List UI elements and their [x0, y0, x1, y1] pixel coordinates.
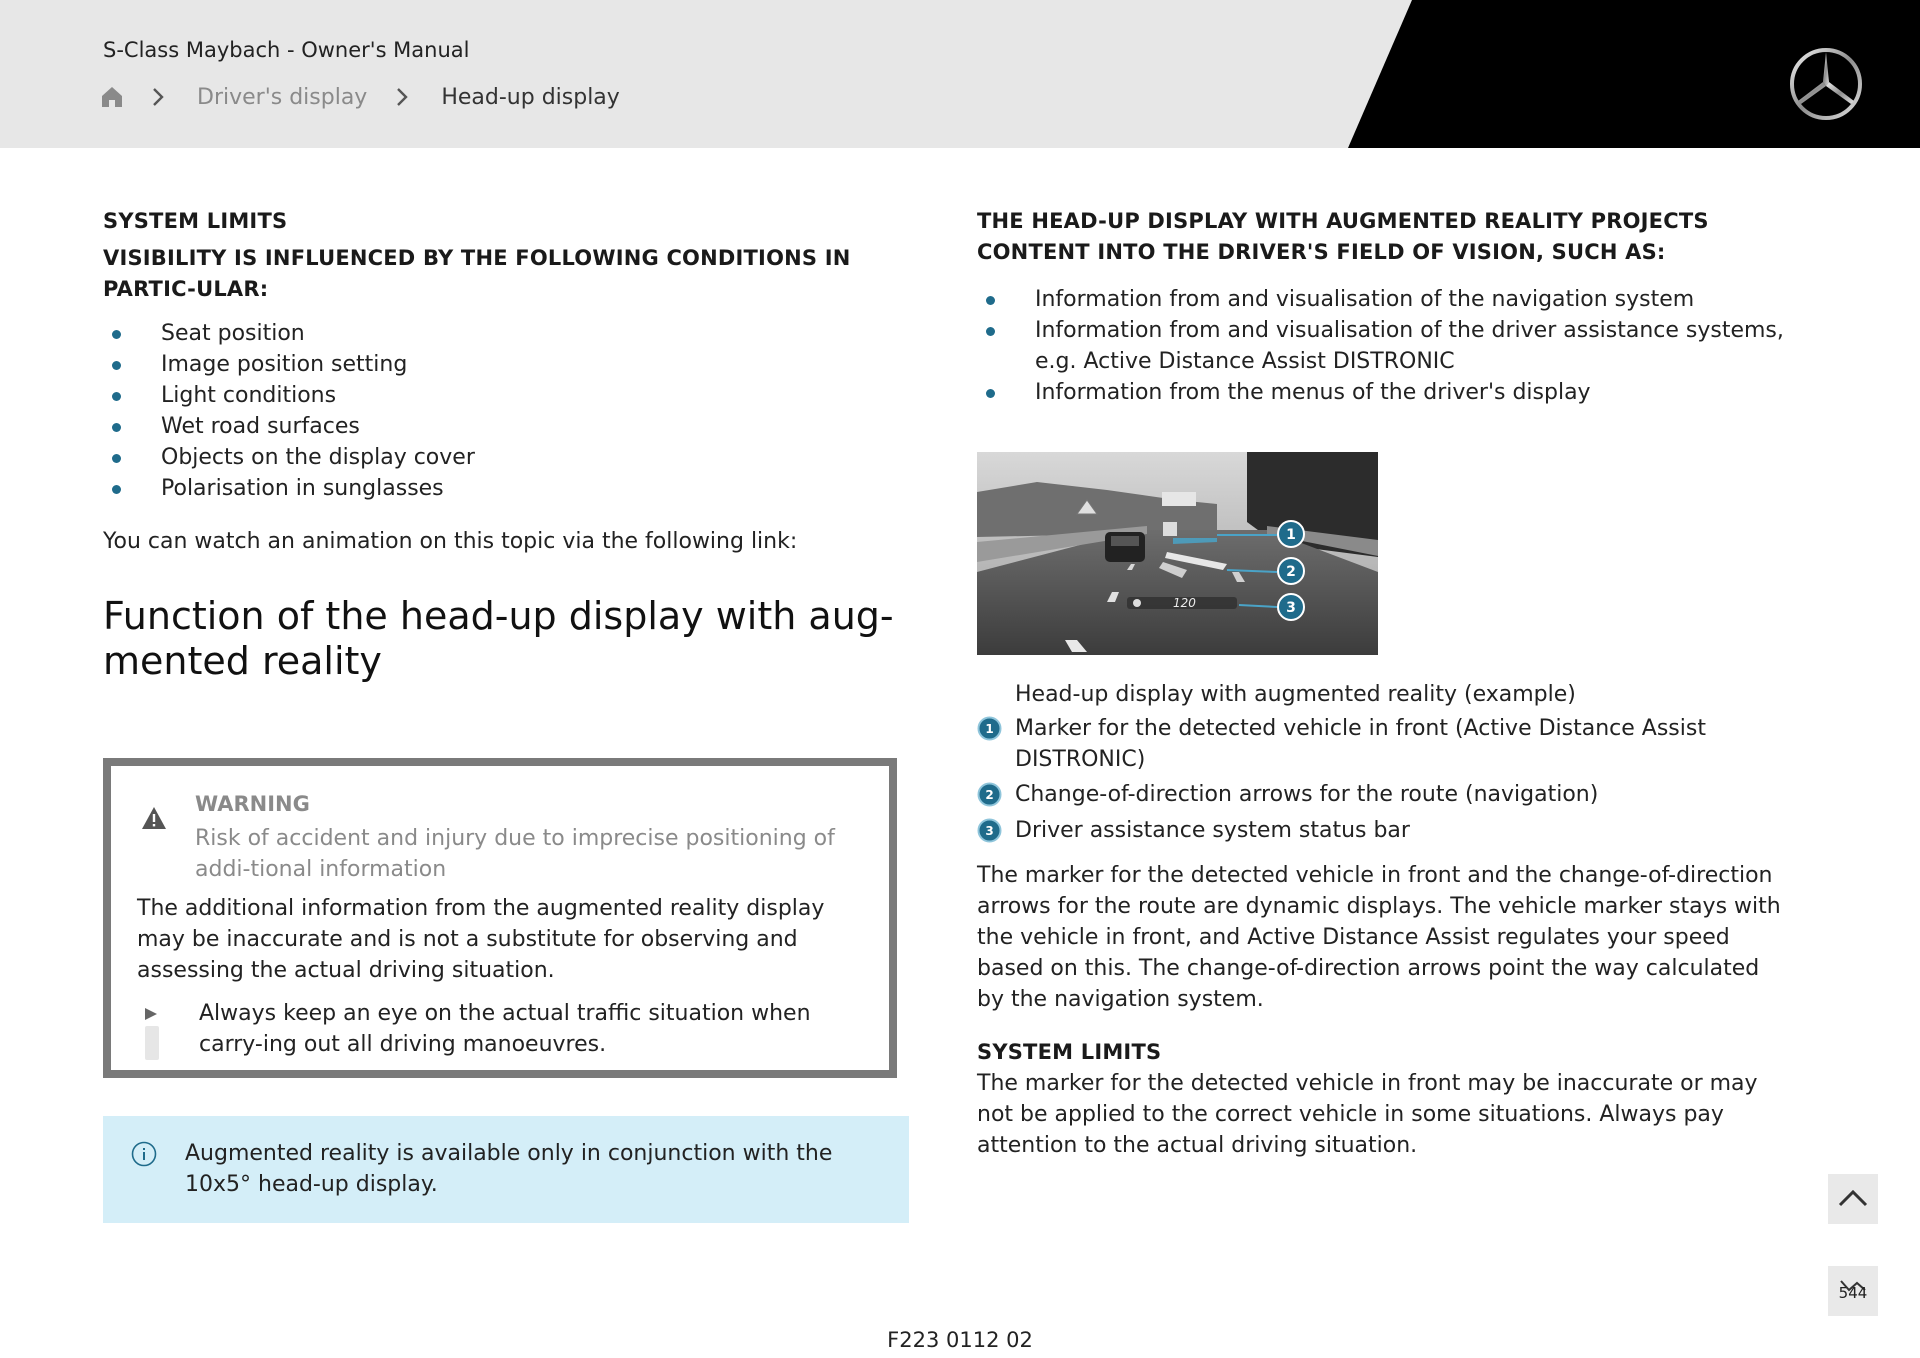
- figure-code: F223 0112 02: [887, 1328, 1033, 1352]
- legend-text-3: Driver assistance system status bar: [1015, 818, 1410, 843]
- legend-text-2: Change-of-direction arrows for the route (navigation): [1015, 782, 1599, 807]
- condition-item: [103, 442, 909, 473]
- mercedes-star-icon[interactable]: [1788, 46, 1864, 122]
- callout-1: [1278, 521, 1304, 547]
- number-2-badge-icon: [977, 782, 1002, 807]
- bullet-dot-icon: [986, 296, 995, 305]
- breadcrumb-item-drivers-display[interactable]: Driver's display: [197, 84, 368, 110]
- condition-item: [103, 380, 909, 411]
- chevron-up-icon: [1828, 1174, 1878, 1224]
- visibility-heading: VISIBILITY IS INFLUENCED BY THE FOLLOWING CONDITIONS IN PARTIC-ULAR:: [103, 246, 851, 301]
- callout-3: [1278, 594, 1304, 620]
- projects-item: [977, 377, 1789, 408]
- projects-item-text: Information from and visualisation of the navigation system: [1035, 287, 1695, 312]
- condition-item: [103, 473, 909, 504]
- info-box: [103, 1116, 909, 1223]
- description-text: The marker for the detected vehicle in front and the change-of-direction arrows for the route are dynamic displays. The vehicle marker stays with the vehicle in front, and Active Distance Assist regulates your speed based on this. The change-of-direction arrows point the way calculated by the navigation system.: [977, 863, 1781, 1012]
- condition-item: [103, 349, 909, 380]
- function-title: Function of the head-up display with aug-mented reality: [103, 594, 894, 683]
- svg-text:3: 3: [985, 824, 994, 838]
- animation-note: You can watch an animation on this topic via the following link:: [103, 529, 798, 554]
- svg-text:2: 2: [1286, 564, 1296, 580]
- description-block: [977, 860, 1789, 1161]
- projects-list: [977, 284, 1789, 408]
- condition-item-text: Wet road surfaces: [161, 414, 360, 439]
- condition-item-text: Light conditions: [161, 383, 337, 408]
- chevron-right-icon: [151, 86, 165, 108]
- warning-title: WARNING: [195, 792, 310, 816]
- warning-triangle-icon: [141, 806, 167, 830]
- breadcrumb-item-current: Head-up display: [441, 84, 620, 110]
- hud-example-figure: [977, 452, 1378, 655]
- chevron-right-icon: [395, 86, 409, 108]
- bullet-dot-icon: [112, 361, 121, 370]
- breadcrumb: [101, 82, 620, 112]
- condition-item: [103, 318, 909, 349]
- home-icon[interactable]: [101, 86, 123, 108]
- svg-text:2: 2: [985, 788, 994, 802]
- info-circle-icon: [131, 1141, 157, 1167]
- page-header: [0, 0, 1920, 148]
- bullet-dot-icon: [112, 423, 121, 432]
- page-number-button[interactable]: [1828, 1266, 1878, 1316]
- projects-item: [977, 315, 1789, 377]
- svg-text:3: 3: [1286, 600, 1296, 616]
- condition-item: [103, 411, 909, 442]
- callout-2: [1278, 558, 1304, 584]
- svg-text:1: 1: [1286, 527, 1296, 543]
- number-3-badge-icon: [977, 818, 1002, 843]
- bullet-dot-icon: [112, 454, 121, 463]
- warning-action-text: Always keep an eye on the actual traffic situation when carry-ing out all driving manoeuvres.: [199, 1001, 811, 1057]
- scroll-to-top-button[interactable]: [1828, 1174, 1878, 1224]
- legend-text-1: Marker for the detected vehicle in front (Active Distance Assist DISTRONIC): [1015, 716, 1706, 772]
- bullet-dot-icon: [986, 327, 995, 336]
- manual-title: S-Class Maybach - Owner's Manual: [103, 38, 470, 62]
- bullet-dot-icon: [986, 389, 995, 398]
- projects-heading: THE HEAD-UP DISPLAY WITH AUGMENTED REALITY PROJECTS CONTENT INTO THE DRIVER'S FIELD OF VISION, SUCH AS:: [977, 209, 1709, 264]
- system-limits-heading: SYSTEM LIMITS: [103, 209, 288, 233]
- play-arrow-icon: [145, 1008, 159, 1060]
- page-number: 544: [1838, 1284, 1868, 1302]
- system-limits-heading-right: SYSTEM LIMITS: [977, 1040, 1162, 1064]
- bullet-dot-icon: [112, 485, 121, 494]
- warning-body-text: The additional information from the augmented reality display may be inaccurate and is not a substitute for observing and assessing the actual driving situation.: [137, 896, 825, 983]
- warning-risk-text: Risk of accident and injury due to imprecise positioning of addi-tional information: [195, 826, 835, 882]
- condition-item-text: Image position setting: [161, 352, 408, 377]
- projects-item-text: Information from the menus of the driver's display: [1035, 380, 1591, 405]
- info-text: Augmented reality is available only in conjunction with the 10x5° head-up display.: [185, 1141, 833, 1197]
- projects-item-text: Information from and visualisation of the driver assistance systems, e.g. Active Distance Assist DISTRONIC: [1035, 318, 1784, 374]
- conditions-list: [103, 318, 909, 504]
- svg-text:1: 1: [985, 722, 994, 736]
- warning-box: [103, 758, 897, 1078]
- system-limits-text: The marker for the detected vehicle in front may be inaccurate or may not be applied to the correct vehicle in some situations. Always pay attention to the actual driving situation.: [977, 1071, 1758, 1158]
- left-column: [103, 206, 909, 684]
- speed-readout: 120: [1173, 596, 1196, 610]
- bullet-dot-icon: [112, 330, 121, 339]
- condition-item-text: Seat position: [161, 321, 305, 346]
- bullet-dot-icon: [112, 392, 121, 401]
- condition-item-text: Polarisation in sunglasses: [161, 476, 444, 501]
- condition-item-text: Objects on the display cover: [161, 445, 475, 470]
- number-1-badge-icon: [977, 716, 1002, 741]
- header-black-panel: [0, 0, 1920, 148]
- right-column: [977, 206, 1789, 408]
- projects-item: [977, 284, 1789, 315]
- figure-caption-text: Head-up display with augmented reality (example): [1015, 682, 1576, 707]
